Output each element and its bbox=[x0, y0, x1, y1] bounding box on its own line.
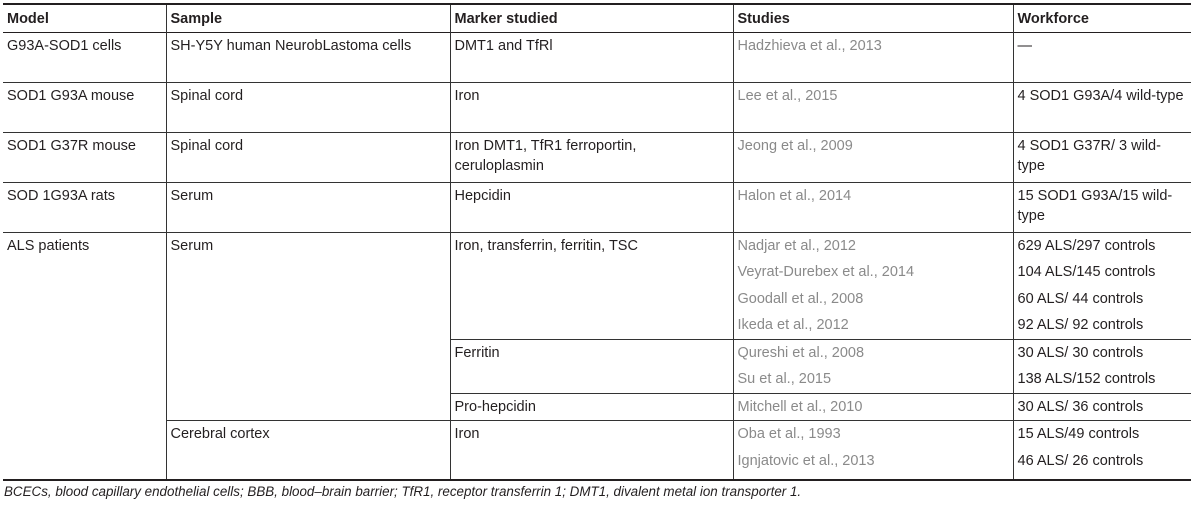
als-iron-table bbox=[3, 3, 1191, 481]
cell-marker: Iron bbox=[450, 82, 733, 132]
cell-marker: DMT1 and TfRl bbox=[450, 32, 733, 82]
table-row bbox=[3, 132, 1191, 182]
cell-study: Mitchell et al., 2010 bbox=[733, 393, 1013, 421]
cell-study: Ignjatovic et al., 2013 bbox=[733, 448, 1013, 480]
cell-marker: Hepcidin bbox=[450, 182, 733, 232]
cell-workforce: 15 SOD1 G93A/15 wild-type bbox=[1013, 182, 1191, 232]
cell-marker: Iron, transferrin, ferritin, TSC bbox=[450, 232, 733, 339]
cell-sample: Spinal cord bbox=[166, 82, 450, 132]
cell-sample: Serum bbox=[166, 182, 450, 232]
cell-study: Qureshi et al., 2008 bbox=[733, 339, 1013, 366]
cell-workforce: 138 ALS/152 controls bbox=[1013, 366, 1191, 393]
cell-workforce: 92 ALS/ 92 controls bbox=[1013, 312, 1191, 339]
cell-study: Hadzhieva et al., 2013 bbox=[733, 32, 1013, 82]
cell-workforce: — bbox=[1013, 32, 1191, 82]
table-row bbox=[3, 182, 1191, 232]
table-row bbox=[3, 32, 1191, 82]
cell-study: Halon et al., 2014 bbox=[733, 182, 1013, 232]
cell-workforce: 46 ALS/ 26 controls bbox=[1013, 448, 1191, 480]
cell-sample: Serum bbox=[166, 232, 450, 421]
cell-sample: Cerebral cortex bbox=[166, 421, 450, 480]
cell-study: Jeong et al., 2009 bbox=[733, 132, 1013, 182]
cell-sample: Spinal cord bbox=[166, 132, 450, 182]
cell-marker: Iron bbox=[450, 421, 733, 480]
cell-marker: Ferritin bbox=[450, 339, 733, 393]
header-marker: Marker studied bbox=[450, 4, 733, 32]
cell-model: SOD1 G93A mouse bbox=[7, 87, 135, 104]
cell-sample: SH-Y5Y human NeurobLastoma cells bbox=[166, 32, 450, 82]
cell-workforce: 4 SOD1 G93A/4 wild-type bbox=[1013, 82, 1191, 132]
cell-workforce: 629 ALS/297 controls bbox=[1013, 232, 1191, 259]
cell-workforce: 30 ALS/ 36 controls bbox=[1013, 393, 1191, 421]
cell-workforce: 15 ALS/49 controls bbox=[1013, 421, 1191, 448]
cell-study: Nadjar et al., 2012 bbox=[733, 232, 1013, 259]
header-sample: Sample bbox=[166, 4, 450, 32]
cell-marker: Pro-hepcidin bbox=[450, 393, 733, 421]
cell-study: Goodall et al., 2008 bbox=[733, 286, 1013, 313]
table-row bbox=[3, 421, 1191, 448]
cell-workforce: 4 SOD1 G37R/ 3 wild-type bbox=[1013, 132, 1191, 182]
header-studies: Studies bbox=[733, 4, 1013, 32]
cell-model: ALS patients bbox=[7, 237, 90, 254]
cell-model: SOD1 G37R mouse bbox=[7, 137, 136, 154]
header-row bbox=[3, 4, 1191, 32]
cell-workforce: 30 ALS/ 30 controls bbox=[1013, 339, 1191, 366]
header-model: Model bbox=[7, 11, 49, 27]
table-footnote: BCECs, blood capillary endothelial cells; BBB, blood–brain barrier; TfR1, receptor transferrin 1; DMT1, divalent metal ion transporter 1. bbox=[4, 484, 802, 499]
cell-marker: Iron DMT1, TfR1 ferroportin, ceruloplasmin bbox=[450, 132, 733, 182]
cell-study: Ikeda et al., 2012 bbox=[733, 312, 1013, 339]
cell-study: Su et al., 2015 bbox=[733, 366, 1013, 393]
cell-workforce: 104 ALS/145 controls bbox=[1013, 259, 1191, 286]
cell-workforce: 60 ALS/ 44 controls bbox=[1013, 286, 1191, 313]
cell-study: Veyrat-Durebex et al., 2014 bbox=[733, 259, 1013, 286]
header-workforce: Workforce bbox=[1013, 4, 1191, 32]
cell-model: SOD 1G93A rats bbox=[7, 187, 115, 204]
table-row bbox=[3, 82, 1191, 132]
cell-model: G93A-SOD1 cells bbox=[7, 37, 122, 54]
cell-study: Lee et al., 2015 bbox=[733, 82, 1013, 132]
table-row bbox=[3, 232, 1191, 259]
cell-study: Oba et al., 1993 bbox=[733, 421, 1013, 448]
